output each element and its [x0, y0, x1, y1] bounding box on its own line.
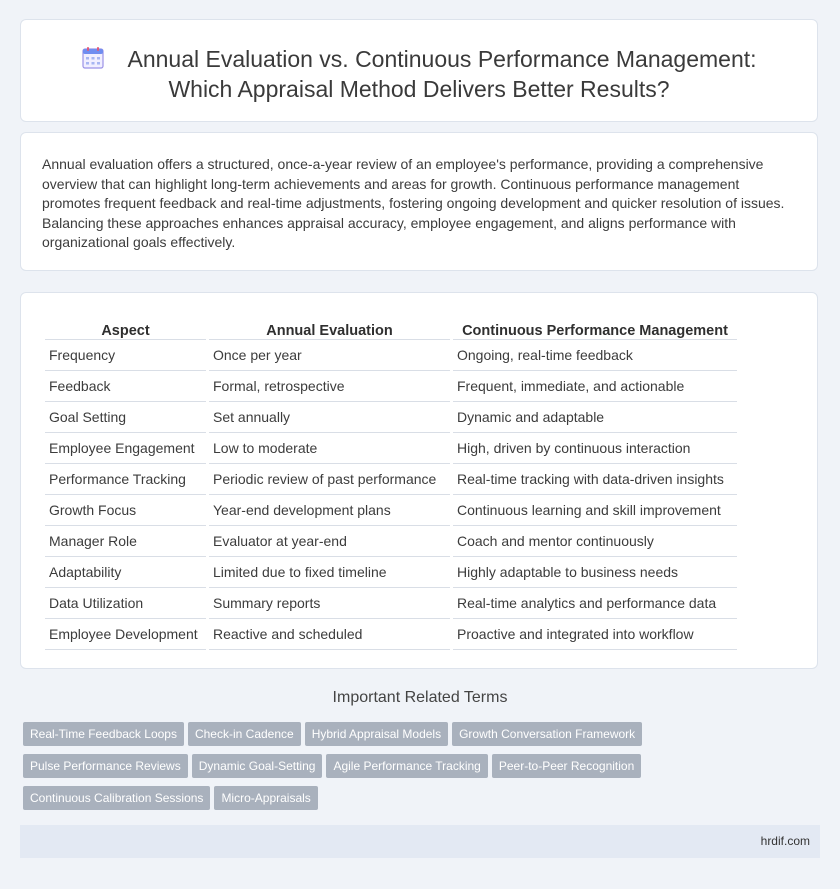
table-row: [45, 557, 737, 588]
related-term-tag[interactable]: Real-Time Feedback Loops: [23, 722, 184, 746]
cell-aspect: Data Utilization: [45, 588, 206, 619]
related-term-tag[interactable]: Peer-to-Peer Recognition: [492, 754, 641, 778]
cell-continuous: Highly adaptable to business needs: [453, 557, 737, 588]
title-line-1: Annual Evaluation vs. Continuous Performance Management:: [127, 46, 757, 72]
cell-continuous: Ongoing, real-time feedback: [453, 340, 737, 371]
cell-annual: Low to moderate: [209, 433, 450, 464]
intro-text: Annual evaluation offers a structured, once-a-year review of an employee's performance, providing a comprehensive overview that can highlight long-term achievements and areas for growth. Continuous performance management promotes frequent feedback and real-time adjustments, fostering ongoing development and quicker resolution of issues. Balancing these approaches enhances appraisal accuracy, employee engagement, and aligns performance with organizational goals effectively.: [42, 156, 785, 250]
title-line-2: Which Appraisal Method Delivers Better Results?: [168, 76, 670, 102]
related-terms-list: [23, 722, 663, 818]
comparison-table: [42, 315, 740, 650]
cell-aspect: Feedback: [45, 371, 206, 402]
cell-aspect: Adaptability: [45, 557, 206, 588]
cell-annual: Reactive and scheduled: [209, 619, 450, 650]
page-title: [21, 44, 817, 104]
cell-continuous: High, driven by continuous interaction: [453, 433, 737, 464]
cell-aspect: Goal Setting: [45, 402, 206, 433]
related-term-tag[interactable]: Continuous Calibration Sessions: [23, 786, 210, 810]
table-row: [45, 526, 737, 557]
cell-annual: Limited due to fixed timeline: [209, 557, 450, 588]
cell-continuous: Frequent, immediate, and actionable: [453, 371, 737, 402]
cell-aspect: Manager Role: [45, 526, 206, 557]
cell-continuous: Real-time tracking with data-driven insights: [453, 464, 737, 495]
table-row: [45, 588, 737, 619]
related-term-tag[interactable]: Check-in Cadence: [188, 722, 301, 746]
cell-aspect: Performance Tracking: [45, 464, 206, 495]
related-term-tag[interactable]: Hybrid Appraisal Models: [305, 722, 448, 746]
cell-annual: Once per year: [209, 340, 450, 371]
cell-annual: Periodic review of past performance: [209, 464, 450, 495]
table-row: [45, 371, 737, 402]
cell-continuous: Proactive and integrated into workflow: [453, 619, 737, 650]
related-term-tag[interactable]: Pulse Performance Reviews: [23, 754, 188, 778]
intro-card: [20, 132, 818, 271]
column-header-annual: Annual Evaluation: [209, 315, 450, 340]
title-card: [20, 19, 818, 122]
cell-continuous: Dynamic and adaptable: [453, 402, 737, 433]
calendar-icon: [81, 46, 105, 70]
column-header-continuous: Continuous Performance Management: [453, 315, 737, 340]
column-header-aspect: Aspect: [45, 315, 206, 340]
table-row: [45, 402, 737, 433]
cell-continuous: Continuous learning and skill improvement: [453, 495, 737, 526]
table-row: [45, 495, 737, 526]
comparison-card: [20, 292, 818, 669]
cell-aspect: Employee Engagement: [45, 433, 206, 464]
cell-annual: Summary reports: [209, 588, 450, 619]
related-terms-heading: Important Related Terms: [332, 689, 508, 706]
cell-aspect: Growth Focus: [45, 495, 206, 526]
table-header-row: [45, 315, 737, 340]
table-row: [45, 340, 737, 371]
cell-continuous: Real-time analytics and performance data: [453, 588, 737, 619]
related-term-tag[interactable]: Agile Performance Tracking: [326, 754, 487, 778]
cell-continuous: Coach and mentor continuously: [453, 526, 737, 557]
cell-annual: Formal, retrospective: [209, 371, 450, 402]
related-term-tag[interactable]: Micro-Appraisals: [214, 786, 317, 810]
related-term-tag[interactable]: Growth Conversation Framework: [452, 722, 642, 746]
footer-site-link[interactable]: hrdif.com: [760, 834, 810, 848]
table-row: [45, 464, 737, 495]
table-row: [45, 619, 737, 650]
related-term-tag[interactable]: Dynamic Goal-Setting: [192, 754, 323, 778]
cell-annual: Set annually: [209, 402, 450, 433]
cell-annual: Evaluator at year-end: [209, 526, 450, 557]
cell-annual: Year-end development plans: [209, 495, 450, 526]
cell-aspect: Employee Development: [45, 619, 206, 650]
cell-aspect: Frequency: [45, 340, 206, 371]
table-row: [45, 433, 737, 464]
footer: [20, 825, 820, 858]
